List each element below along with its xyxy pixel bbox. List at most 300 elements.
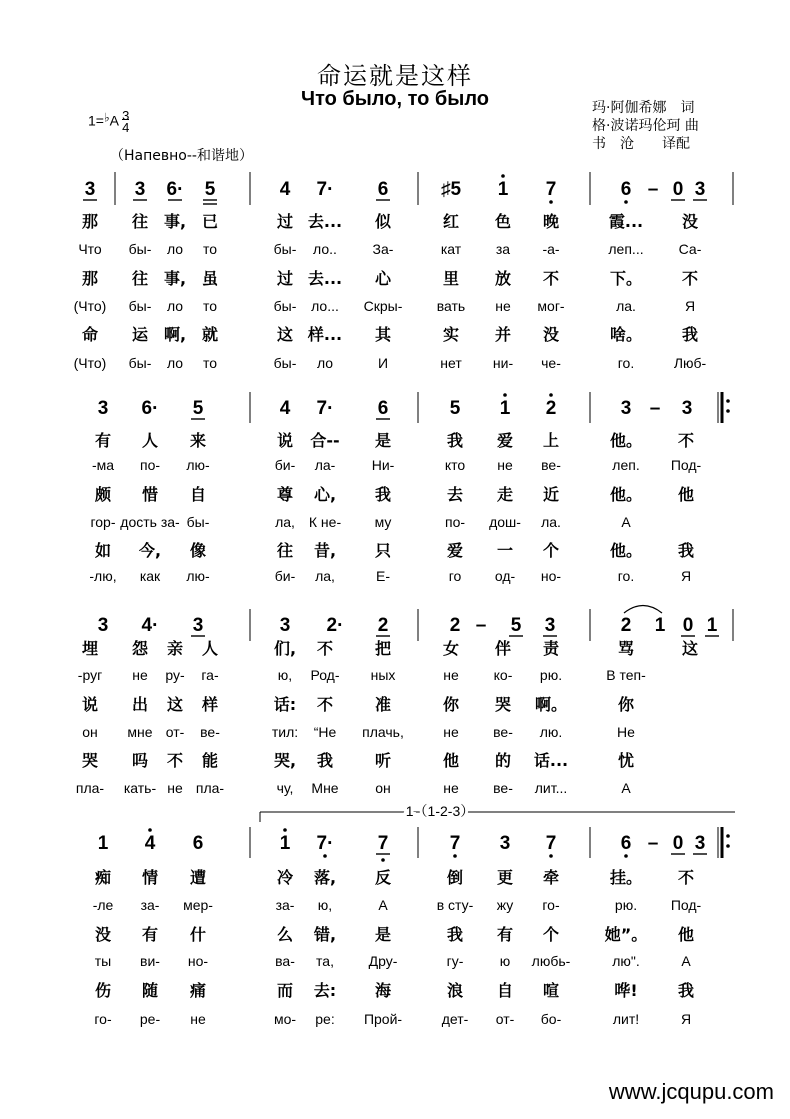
jianpu-note: 2	[377, 615, 389, 636]
repeat-dot	[726, 834, 730, 838]
jianpu-note: 4	[144, 833, 156, 854]
lyric-russian: (Что)	[73, 355, 107, 371]
credit-lyricist: 玛·阿伽希娜 词	[592, 100, 695, 116]
lyric-russian: не	[132, 667, 148, 683]
jianpu-note: 2	[620, 615, 632, 636]
lyric-chinese: 那	[81, 212, 99, 231]
lyric-chinese: 来	[189, 431, 207, 450]
lyric-chinese: 伤	[94, 981, 112, 1000]
jianpu-note: 1	[706, 615, 718, 636]
jianpu-note: 3	[279, 615, 291, 636]
jianpu-note: 2	[545, 398, 557, 419]
lyric-russian: В теп-	[606, 667, 646, 683]
lyric-russian: Я	[680, 568, 692, 584]
lyric-chinese: 颇	[94, 485, 112, 504]
lyric-russian: ве-	[200, 724, 220, 740]
lyric-chinese: 事,	[163, 269, 187, 288]
lyric-chinese: 海	[374, 981, 392, 1000]
octave-dot-high	[501, 174, 505, 178]
lyric-russian: дош-	[489, 514, 521, 530]
lyric-chinese: 心,	[313, 485, 337, 504]
lyric-chinese: 里	[442, 269, 460, 288]
lyric-chinese: 什	[189, 925, 207, 944]
lyric-russian: Скры-	[363, 298, 403, 314]
lyric-russian: А	[378, 897, 388, 913]
lyric-chinese: 伴	[494, 639, 512, 658]
lyric-russian: чу,	[276, 780, 294, 796]
lyric-chinese: 啊,	[163, 325, 187, 344]
lyric-russian: -лю,	[89, 568, 117, 584]
lyric-russian: дет-	[441, 1011, 469, 1027]
jianpu-note: 1	[499, 398, 511, 419]
lyric-russian: от-	[495, 1011, 515, 1027]
lyric-russian: -руг	[77, 667, 103, 683]
lyric-chinese: 责	[542, 639, 560, 658]
lyric-chinese: 把	[374, 639, 392, 658]
lyric-chinese: 今,	[138, 541, 162, 560]
octave-dot-high	[283, 828, 287, 832]
lyric-russian: но-	[187, 953, 209, 969]
lyric-russian: пла-	[75, 780, 105, 796]
lyric-chinese: 痛	[189, 981, 207, 1000]
jianpu-note: 3	[84, 179, 96, 200]
lyric-chinese: 浪	[446, 981, 464, 1000]
lyric-chinese: 往	[131, 212, 149, 231]
lyric-russian: лит...	[534, 780, 568, 796]
lyric-chinese: 忧	[617, 751, 635, 770]
lyric-chinese: 我	[316, 751, 334, 770]
lyric-russian: би-	[274, 568, 296, 584]
lyric-chinese: 晚	[542, 212, 560, 231]
website-watermark: www.jcqupu.com	[608, 1079, 774, 1104]
jianpu-note: 6	[620, 833, 632, 854]
lyric-russian: А	[621, 514, 631, 530]
octave-dot-low	[323, 854, 327, 858]
lyric-chinese: 他	[677, 485, 695, 504]
lyric-chinese: 不	[677, 868, 695, 887]
lyric-russian: ты	[94, 953, 112, 969]
lyric-russian: лю-	[186, 457, 210, 473]
lyric-chinese: 他。	[609, 485, 643, 504]
jianpu-note: –	[647, 833, 659, 854]
lyric-russian: Не	[617, 724, 635, 740]
lyric-chinese: 你	[442, 695, 460, 714]
lyric-chinese: 近	[542, 485, 560, 504]
lyric-chinese: 实	[442, 325, 460, 344]
lyric-chinese: 能	[201, 751, 219, 770]
lyric-chinese: 样...	[307, 325, 343, 344]
jianpu-note: 3	[544, 615, 556, 636]
lyric-russian: Дру-	[368, 953, 398, 969]
lyric-chinese: 准	[374, 695, 392, 714]
lyric-russian: За-	[372, 241, 394, 257]
lyric-chinese: 出	[131, 695, 149, 714]
lyric-russian: Я	[684, 298, 696, 314]
jianpu-note: 4	[279, 398, 291, 419]
lyric-chinese: 冷	[276, 868, 294, 887]
lyric-chinese: 没	[542, 325, 560, 344]
jianpu-note: 7·	[316, 179, 334, 200]
lyric-chinese: 只	[374, 541, 392, 560]
lyric-chinese: 话:	[273, 695, 297, 714]
lyric-russian: то	[202, 298, 218, 314]
lyric-chinese: 不	[681, 269, 699, 288]
jianpu-note: 6·	[141, 398, 159, 419]
lyric-chinese: 我	[374, 485, 392, 504]
lyric-chinese: 没	[94, 925, 112, 944]
jianpu-note: 6	[192, 833, 204, 854]
lyric-chinese: 没	[681, 212, 699, 231]
lyric-chinese: 这	[166, 695, 184, 714]
lyric-russian: ло	[316, 355, 334, 371]
lyric-russian: кать-	[123, 780, 157, 796]
octave-dot-high	[549, 393, 553, 397]
lyric-russian: ло	[166, 241, 184, 257]
lyric-russian: тил:	[271, 724, 299, 740]
lyric-chinese: 说	[276, 431, 294, 450]
lyric-chinese: 哗!	[614, 981, 638, 1000]
lyric-chinese: 啥。	[609, 325, 643, 344]
jianpu-note: 2·	[326, 615, 344, 636]
lyric-russian: мо-	[273, 1011, 297, 1027]
lyric-russian: ла-	[314, 457, 336, 473]
octave-dot-low	[624, 854, 628, 858]
lyric-chinese: 个	[542, 541, 560, 560]
jianpu-note: –	[475, 615, 487, 636]
lyric-russian: бо-	[540, 1011, 562, 1027]
lyric-chinese: 有	[496, 925, 514, 944]
lyric-chinese: 爱	[496, 431, 514, 450]
lyric-chinese: 不	[316, 639, 334, 658]
repeat-dot	[726, 399, 730, 403]
lyric-chinese: 一	[496, 541, 514, 560]
octave-dot-low	[453, 854, 457, 858]
jianpu-note: 6	[377, 179, 389, 200]
lyric-chinese: 红	[442, 212, 460, 231]
lyric-russian: Е-	[376, 568, 390, 584]
lyric-russian: ла,	[275, 514, 295, 530]
octave-dot-high	[148, 828, 152, 832]
lyric-chinese: 错,	[313, 925, 337, 944]
lyric-chinese: 如	[94, 541, 112, 560]
lyric-russian: Прой-	[363, 1011, 403, 1027]
lyric-russian: бы-	[273, 298, 297, 314]
jianpu-note: 7·	[316, 398, 334, 419]
lyric-chinese: 样	[201, 695, 219, 714]
jianpu-note: 3	[97, 615, 109, 636]
lyric-russian: Что	[78, 241, 102, 257]
lyric-russian: бы-	[186, 514, 210, 530]
jianpu-note: 5	[192, 398, 204, 419]
lyric-russian: ло...	[311, 298, 339, 314]
lyric-chinese: 是	[374, 925, 392, 944]
lyric-chinese: 去...	[307, 269, 343, 288]
jianpu-note: 7	[545, 833, 557, 854]
lyric-chinese: 已	[201, 212, 219, 231]
repeat-dot	[726, 409, 730, 413]
lyric-russian: дость за-	[120, 514, 180, 530]
lyric-russian: ни-	[492, 355, 514, 371]
lyric-chinese: 我	[446, 925, 464, 944]
lyric-chinese: 色	[494, 212, 512, 231]
repeat-dot	[726, 844, 730, 848]
jianpu-note: ♯5	[440, 179, 462, 200]
lyric-russian: не	[190, 1011, 206, 1027]
key-prefix: 1=	[88, 112, 104, 129]
lyric-chinese: 反	[374, 868, 392, 887]
lyric-russian: мне	[127, 724, 153, 740]
lyric-chinese: 她”。	[604, 925, 648, 944]
lyric-chinese: 亲	[166, 639, 184, 658]
lyric-chinese: 运	[131, 325, 149, 344]
lyric-russian: А	[681, 953, 691, 969]
lyric-chinese: 去	[446, 485, 464, 504]
lyric-russian: ю,	[317, 897, 333, 913]
jianpu-note: 5	[449, 398, 461, 419]
lyric-chinese: 过	[276, 269, 294, 288]
lyric-russian: лю".	[612, 953, 640, 969]
lyric-russian: ре:	[315, 1011, 335, 1027]
jianpu-note: 3	[694, 179, 706, 200]
lyric-russian: леп...	[608, 241, 644, 257]
jianpu-note: 1	[279, 833, 291, 854]
lyric-russian: леп.	[612, 457, 640, 473]
lyric-russian: бы-	[128, 298, 152, 314]
jianpu-note: 1	[654, 615, 666, 636]
lyric-chinese: 我	[677, 541, 695, 560]
jianpu-note: 7	[545, 179, 557, 200]
lyric-russian: жу	[496, 897, 514, 913]
lyric-chinese: 这	[681, 639, 699, 658]
lyric-russian: ре-	[139, 1011, 161, 1027]
jianpu-note: –	[647, 179, 659, 200]
lyric-chinese: 自	[496, 981, 514, 1000]
lyric-russian: А	[621, 780, 631, 796]
lyric-russian: ко-	[493, 667, 513, 683]
lyric-chinese: 不	[166, 751, 184, 770]
lyric-russian: ло	[166, 355, 184, 371]
jianpu-note: 7	[449, 833, 461, 854]
lyric-chinese: 昔,	[313, 541, 337, 560]
lyric-russian: “Не	[313, 724, 337, 740]
lyric-chinese: 他	[442, 751, 460, 770]
lyric-russian: бы-	[273, 355, 297, 371]
lyric-russian: не	[443, 667, 459, 683]
lyric-chinese: 人	[201, 639, 219, 658]
lyric-chinese: 的	[494, 751, 512, 770]
lyric-russian: ру-	[165, 667, 185, 683]
lyric-chinese: 命	[81, 325, 99, 344]
lyric-chinese: 话...	[533, 751, 569, 770]
lyric-russian: ных	[370, 667, 396, 683]
lyric-chinese: 落,	[313, 868, 337, 887]
lyric-russian: од-	[494, 568, 516, 584]
jianpu-note: 0	[672, 179, 684, 200]
jianpu-note: 7	[377, 833, 389, 854]
lyric-chinese: 你	[617, 695, 635, 714]
lyric-russian: гор-	[90, 514, 116, 530]
lyric-chinese: 怨	[131, 639, 149, 658]
lyric-chinese: 女	[442, 639, 460, 658]
lyric-russian: ве-	[541, 457, 561, 473]
lyric-chinese: 我	[446, 431, 464, 450]
lyric-russian: рю.	[614, 897, 638, 913]
lyric-chinese: 不	[316, 695, 334, 714]
lyric-chinese: 过	[276, 212, 294, 231]
song-title-chinese: 命运就是这样	[317, 62, 473, 90]
lyric-chinese: 心	[374, 269, 392, 288]
lyric-russian: ви-	[140, 953, 160, 969]
jianpu-note: 7·	[316, 833, 334, 854]
lyric-chinese: 我	[677, 981, 695, 1000]
lyric-russian: ла,	[315, 568, 335, 584]
lyric-chinese: 听	[374, 751, 392, 770]
lyric-russian: он	[82, 724, 98, 740]
credit-composer: 格·波诺玛伦珂 曲	[592, 118, 699, 134]
lyric-russian: Я	[680, 1011, 692, 1027]
lyric-russian: го-	[542, 897, 560, 913]
lyric-russian: плачь,	[362, 724, 404, 740]
lyric-russian: не	[167, 780, 183, 796]
lyric-chinese: 霞...	[608, 212, 644, 231]
lyric-chinese: 吗	[131, 751, 149, 770]
lyric-russian: вать	[436, 298, 466, 314]
lyric-russian: ла.	[616, 298, 636, 314]
lyric-russian: та,	[316, 953, 334, 969]
jianpu-note: 3	[694, 833, 706, 854]
jianpu-note: 3	[499, 833, 511, 854]
lyric-chinese: 骂	[617, 639, 635, 658]
lyric-chinese: 往	[276, 541, 294, 560]
jianpu-note: 6·	[166, 179, 184, 200]
lyric-chinese: 走	[496, 485, 514, 504]
lyric-chinese: 有	[141, 925, 159, 944]
lyric-chinese: 有	[94, 431, 112, 450]
lyric-russian: Мне	[311, 780, 339, 796]
lyric-chinese: 遭	[189, 868, 207, 887]
lyric-chinese: 他	[677, 925, 695, 944]
lyric-russian: то	[202, 241, 218, 257]
jianpu-note: 6	[377, 398, 389, 419]
lyric-chinese: 是	[374, 431, 392, 450]
lyric-chinese: 哭	[494, 695, 512, 714]
lyric-russian: Са-	[678, 241, 702, 257]
flat-sign: ♭	[103, 110, 110, 125]
lyric-russian: ла.	[541, 514, 561, 530]
lyric-chinese: 么	[276, 925, 294, 944]
lyric-chinese: 们,	[273, 639, 297, 658]
lyric-chinese: 似	[374, 212, 392, 231]
lyric-russian: не	[443, 724, 459, 740]
lyric-chinese: 那	[81, 269, 99, 288]
lyric-russian: Ни-	[371, 457, 395, 473]
lyric-chinese: 说	[81, 695, 99, 714]
credit-translator: 书 沧 译配	[592, 136, 690, 152]
lyric-russian: за	[495, 241, 511, 257]
lyric-russian: от-	[165, 724, 185, 740]
lyric-chinese: 不	[542, 269, 560, 288]
lyric-chinese: 更	[496, 868, 514, 887]
lyric-russian: Люб-	[673, 355, 707, 371]
tie-slur	[624, 606, 662, 614]
song-title-russian: Что было, то было	[301, 88, 489, 110]
lyric-russian: бы-	[273, 241, 297, 257]
lyric-russian: К не-	[308, 514, 342, 530]
lyric-chinese: 自	[189, 485, 207, 504]
lyric-russian: -ле	[92, 897, 114, 913]
lyric-russian: го.	[617, 355, 635, 371]
lyric-chinese: 像	[189, 541, 207, 560]
lyric-russian: нет	[440, 355, 462, 371]
lyric-russian: че-	[541, 355, 561, 371]
lyric-chinese: 去...	[307, 212, 343, 231]
lyric-russian: не	[495, 298, 511, 314]
lyric-russian: за-	[140, 897, 160, 913]
lyric-chinese: 个	[542, 925, 560, 944]
lyric-chinese: 倒	[446, 868, 464, 887]
lyric-russian: бы-	[128, 355, 152, 371]
jianpu-note: 4·	[141, 615, 159, 636]
lyric-russian: лю.	[539, 724, 563, 740]
jianpu-note: 3	[134, 179, 146, 200]
lyric-chinese: 人	[141, 431, 159, 450]
lyric-russian: не	[497, 457, 513, 473]
jianpu-note: 0	[682, 615, 694, 636]
lyric-chinese: 去:	[313, 981, 337, 1000]
lyric-chinese: 牵	[542, 868, 560, 887]
lyric-chinese: 上	[542, 431, 560, 450]
lyric-chinese: 这	[276, 325, 294, 344]
lyric-chinese: 哭,	[273, 751, 297, 770]
lyric-chinese: 事,	[163, 212, 187, 231]
lyric-chinese: 尊	[276, 485, 294, 504]
octave-dot-low	[549, 200, 553, 204]
lyric-chinese: 挂。	[609, 868, 643, 887]
lyric-russian: лю-	[186, 568, 210, 584]
jianpu-note: 2	[449, 615, 461, 636]
octave-dot-low	[624, 200, 628, 204]
lyric-russian: би-	[274, 457, 296, 473]
time-top: 3	[122, 108, 130, 123]
lyric-russian: ва-	[275, 953, 295, 969]
lyric-russian: по-	[444, 514, 466, 530]
lyric-chinese: 痴	[94, 868, 112, 887]
lyric-chinese: 情	[141, 868, 159, 887]
lyric-russian: го	[448, 568, 462, 584]
octave-dot-low	[381, 858, 385, 862]
lyric-russian: -ма	[91, 457, 115, 473]
lyric-chinese: 爱	[446, 541, 464, 560]
time-bottom: 4	[122, 120, 130, 135]
lyric-russian: бы-	[128, 241, 152, 257]
lyric-chinese: 埋	[81, 639, 99, 658]
lyric-russian: ве-	[493, 724, 513, 740]
lyric-russian: ло	[166, 298, 184, 314]
key-note: A	[109, 112, 119, 129]
jianpu-note: 6	[620, 179, 632, 200]
lyric-russian: ю,	[277, 667, 293, 683]
lyric-russian: то	[202, 355, 218, 371]
lyric-russian: го-	[94, 1011, 112, 1027]
jianpu-note: 3	[681, 398, 693, 419]
lyric-chinese: 而	[276, 981, 294, 1000]
lyric-russian: гу-	[446, 953, 464, 969]
lyric-russian: ю	[499, 953, 511, 969]
lyric-chinese: 放	[494, 269, 512, 288]
lyric-chinese: 他。	[609, 431, 643, 450]
lyric-russian: кат	[440, 241, 462, 257]
jianpu-note: 3	[620, 398, 632, 419]
